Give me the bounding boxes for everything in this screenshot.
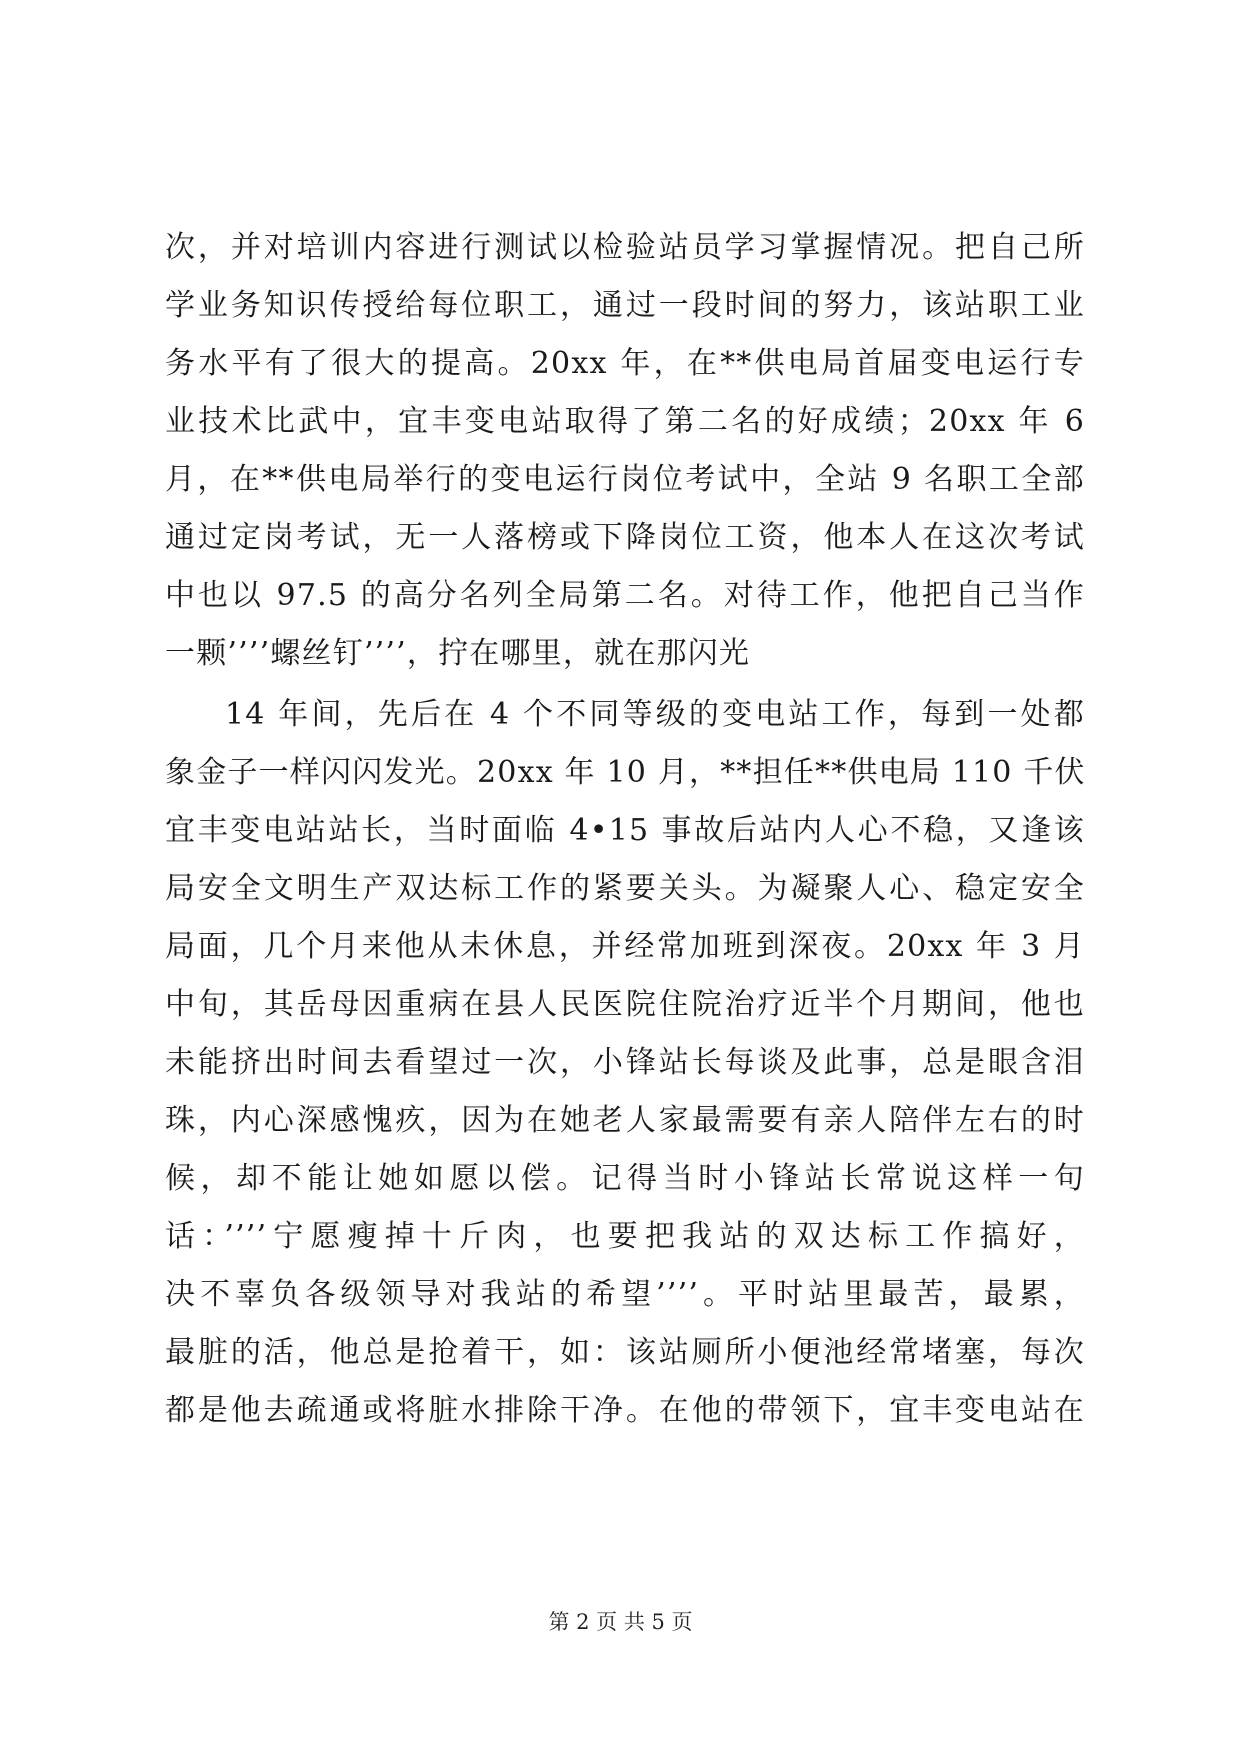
page-footer: 第 2 页 共 5 页 — [548, 1610, 693, 1634]
body-text-line: 都是他去疏通或将脏水排除干净。在他的带领下，宜丰变电站在 — [165, 1393, 1085, 1428]
body-text-line: 候，却不能让她如愿以偿。记得当时小锋站长常说这样一句 — [165, 1161, 1085, 1196]
body-text-line: 话：’’’’宁愿瘦掉十斤肉，也要把我站的双达标工作搞好， — [165, 1219, 1085, 1254]
body-text-line: 最脏的活，他总是抢着干，如：该站厕所小便池经常堵塞，每次 — [165, 1335, 1085, 1370]
body-text-line: 业技术比武中，宜丰变电站取得了第二名的好成绩；20xx 年 6 — [165, 404, 1085, 439]
body-text-line: 一颗’’’’螺丝钉’’’’，拧在哪里，就在那闪光 — [165, 636, 751, 671]
paragraph-first-line: 14 年间，先后在 4 个不同等级的变电站工作，每到一处都 — [225, 697, 1085, 732]
body-text-line: 通过定岗考试，无一人落榜或下降岗位工资，他本人在这次考试 — [165, 520, 1085, 555]
body-text-line: 中也以 97.5 的高分名列全局第二名。对待工作，他把自己当作 — [165, 578, 1085, 613]
body-text-line: 局安全文明生产双达标工作的紧要关头。为凝聚人心、稳定安全 — [165, 871, 1085, 906]
body-text-line: 宜丰变电站站长，当时面临 4•15 事故后站内人心不稳，又逢该 — [165, 813, 1085, 848]
body-text-line: 务水平有了很大的提高。20xx 年，在**供电局首届变电运行专 — [165, 346, 1085, 381]
body-text-line: 中旬，其岳母因重病在县人民医院住院治疗近半个月期间，他也 — [165, 987, 1085, 1022]
body-text-line: 珠，内心深感愧疚，因为在她老人家最需要有亲人陪伴左右的时 — [165, 1103, 1085, 1138]
body-text-line: 局面，几个月来他从未休息，并经常加班到深夜。20xx 年 3 月 — [165, 929, 1085, 964]
body-text-line: 象金子一样闪闪发光。20xx 年 10 月，**担任**供电局 110 千伏 — [165, 755, 1086, 790]
body-text-line: 学业务知识传授给每位职工，通过一段时间的努力，该站职工业 — [165, 288, 1085, 323]
body-text-line: 决不辜负各级领导对我站的希望’’’’。平时站里最苦，最累， — [165, 1277, 1085, 1312]
body-text-line: 月，在**供电局举行的变电运行岗位考试中，全站 9 名职工全部 — [165, 462, 1085, 497]
body-text-line: 次，并对培训内容进行测试以检验站员学习掌握情况。把自己所 — [165, 230, 1085, 265]
body-text-line: 未能挤出时间去看望过一次，小锋站长每谈及此事，总是眼含泪 — [165, 1045, 1085, 1080]
